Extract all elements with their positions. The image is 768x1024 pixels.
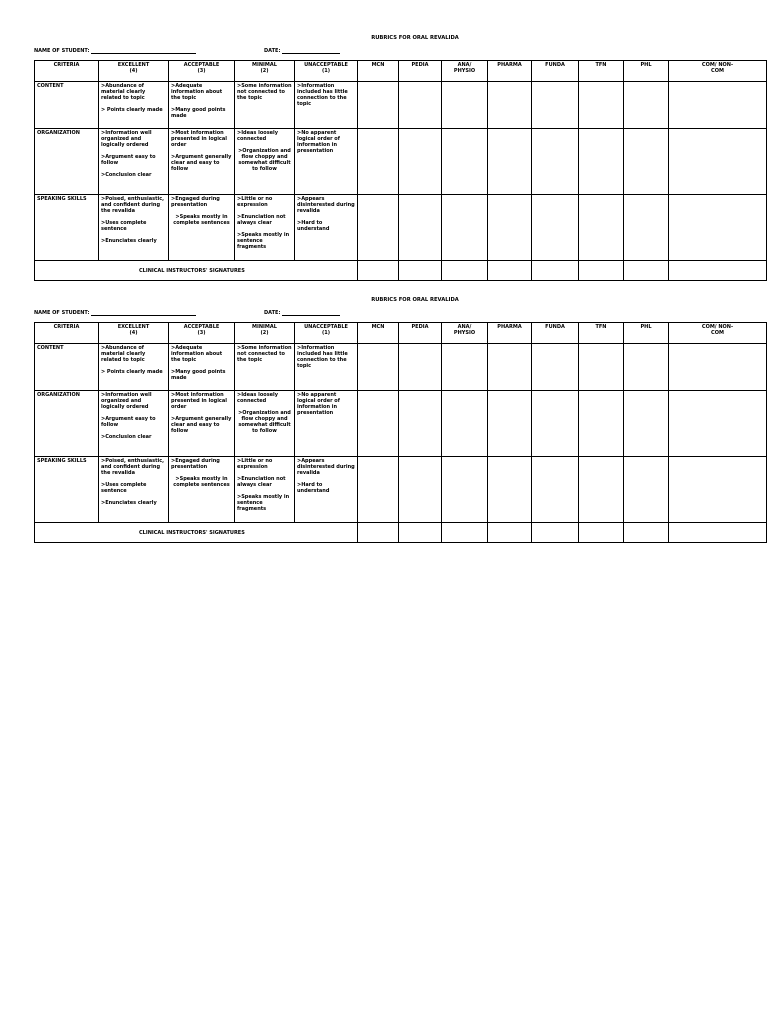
signature-cell-com-non-com[interactable] [669,261,767,281]
score-cell-phl[interactable] [624,195,669,261]
name-label: NAME OF STUDENT: [34,310,90,316]
signature-cell-pharma[interactable] [488,523,532,543]
signature-cell-com-non-com[interactable] [669,523,767,543]
score-cell-phl[interactable] [624,391,669,457]
acceptable-descriptor-cell [169,344,235,391]
excellent-header-score: (4) [129,330,138,336]
score-cell-tfn[interactable] [579,391,624,457]
signature-cell-tfn[interactable] [579,261,624,281]
minimal-descriptor-item: >Little or no expression [237,458,273,470]
unacceptable-descriptor-item: >Information included has little connection to the topic [297,83,348,107]
unacceptable-descriptor-cell [295,391,358,457]
area-header-tfn: TFN [579,323,624,344]
minimal-descriptor-cell [235,344,295,391]
excellent-descriptor-item: >Abundance of material clearly related to topic [101,345,146,363]
form-title: RUBRICS FOR ORAL REVALIDA [371,35,459,41]
date-field[interactable] [264,48,340,54]
minimal-descriptor-item: >Enunciation not always clear [237,476,286,488]
score-cell-pedia[interactable] [399,344,442,391]
minimal-header-score: (2) [260,330,269,336]
name-blank-line[interactable] [91,48,196,54]
score-cell-pharma[interactable] [488,129,532,195]
minimal-descriptor-item: >Enunciation not always clear [237,214,286,226]
criteria-row-speaking-skills [35,457,767,523]
score-cell-pedia[interactable] [399,195,442,261]
score-cell-com-non-com[interactable] [669,391,767,457]
signature-cell-mcn[interactable] [358,261,399,281]
unacceptable-descriptor-item: >Information included has little connection to the topic [297,345,348,369]
excellent-descriptor-item: >Information well organized and logically ordered [101,130,152,148]
area-header-pharma: PHARMA [488,61,532,82]
criteria-row-content [35,82,767,129]
acceptable-descriptor-cell [169,195,235,261]
excellent-descriptor-cell [99,391,169,457]
unacceptable-descriptor-cell [295,195,358,261]
signature-cell-pharma[interactable] [488,261,532,281]
minimal-descriptor-cell [235,129,295,195]
signature-cell-phl[interactable] [624,261,669,281]
student-info-row [34,48,766,56]
area-header-mcn: MCN [358,323,399,344]
unacceptable-descriptor-cell [295,82,358,129]
score-cell-tfn[interactable] [579,344,624,391]
excellent-descriptor-item: > Points clearly made [101,369,163,375]
score-cell-mcn[interactable] [358,129,399,195]
minimal-header-label: MINIMAL [252,62,277,68]
minimal-header-label: MINIMAL [252,324,277,330]
criteria-label: SPEAKING SKILLS [35,195,99,261]
score-cell-funda[interactable] [532,457,579,523]
unacceptable-descriptor-cell [295,344,358,391]
criteria-header: CRITERIA [35,61,99,82]
excellent-descriptor-item: >Information well organized and logically ordered [101,392,152,410]
name-label: NAME OF STUDENT: [34,48,90,54]
score-cell-ana-physio[interactable] [442,391,488,457]
score-cell-funda[interactable] [532,82,579,129]
minimal-descriptor-cell [235,82,295,129]
acceptable-descriptor-item: >Speaks mostly in complete sentences [173,214,230,226]
score-cell-com-non-com[interactable] [669,129,767,195]
score-cell-funda[interactable] [532,344,579,391]
signature-cell-phl[interactable] [624,523,669,543]
minimal-descriptor-item: >Some information not connected to the topic [237,83,292,101]
score-cell-mcn[interactable] [358,391,399,457]
score-cell-funda[interactable] [532,391,579,457]
acceptable-descriptor-item: >Many good points made [171,107,226,119]
excellent-header-label: EXCELLENT [117,324,150,330]
acceptable-descriptor-item: >Adequate information about the topic [171,345,223,363]
unacceptable-descriptor-item: >No apparent logical order of information in presentation [297,392,340,416]
area-header-phl: PHL [624,323,669,344]
score-cell-ana-physio[interactable] [442,82,488,129]
area-header-ana-physio: ANA/ PHYSIO [442,61,488,82]
score-cell-pharma[interactable] [488,344,532,391]
score-cell-com-non-com[interactable] [669,457,767,523]
unacceptable-descriptor-item: >Hard to understand [297,482,330,494]
score-cell-pharma[interactable] [488,457,532,523]
area-header-funda: FUNDA [532,323,579,344]
score-cell-com-non-com[interactable] [669,195,767,261]
unacceptable-header [295,323,358,344]
criteria-label: ORGANIZATION [35,129,99,195]
minimal-header-score: (2) [260,68,269,74]
area-header-pedia: PEDIA [399,323,442,344]
score-cell-funda[interactable] [532,195,579,261]
name-of-student-field[interactable] [34,48,196,54]
excellent-descriptor-item: >Abundance of material clearly related to topic [101,83,146,101]
excellent-descriptor-item: > Points clearly made [101,107,163,113]
minimal-descriptor-item: >Ideas loosely connected [237,130,279,142]
acceptable-descriptor-item: >Speaks mostly in complete sentences [173,476,230,488]
score-cell-pedia[interactable] [399,391,442,457]
criteria-row-content [35,344,767,391]
minimal-descriptor-cell [235,391,295,457]
header-row [35,61,767,82]
acceptable-descriptor-item: >Argument generally clear and easy to follow [171,416,232,434]
unacceptable-header-score: (1) [321,330,331,336]
unacceptable-header [295,61,358,82]
unacceptable-header-label: UNACCEPTABLE [304,62,348,68]
score-cell-pedia[interactable] [399,82,442,129]
acceptable-descriptor-item: >Many good points made [171,369,226,381]
unacceptable-descriptor-item: >Appears disinterested during revalida [297,196,355,214]
score-cell-com-non-com[interactable] [669,82,767,129]
excellent-descriptor-item: >Uses complete sentence [101,220,147,232]
minimal-descriptor-cell [235,457,295,523]
minimal-descriptor-item: >Some information not connected to the topic [237,345,292,363]
signature-row [35,261,767,281]
area-header-funda: FUNDA [532,61,579,82]
excellent-descriptor-item: >Conclusion clear [101,172,152,178]
acceptable-descriptor-cell [169,391,235,457]
signature-cell-funda[interactable] [532,523,579,543]
minimal-descriptor-item: >Speaks mostly in sentence fragments [237,232,290,250]
excellent-header-label: EXCELLENT [117,62,150,68]
excellent-descriptor-cell [99,457,169,523]
date-blank-line[interactable] [282,310,340,316]
signature-cell-pedia[interactable] [399,523,442,543]
excellent-descriptor-item: >Argument easy to follow [101,416,156,428]
score-cell-pharma[interactable] [488,195,532,261]
excellent-descriptor-cell [99,344,169,391]
score-cell-phl[interactable] [624,344,669,391]
excellent-header [99,323,169,344]
criteria-label: SPEAKING SKILLS [35,457,99,523]
score-cell-ana-physio[interactable] [442,129,488,195]
score-cell-ana-physio[interactable] [442,457,488,523]
minimal-descriptor-item: >Ideas loosely connected [237,392,279,404]
signature-row [35,523,767,543]
acceptable-descriptor-cell [169,457,235,523]
acceptable-header [169,323,235,344]
excellent-header-score: (4) [129,68,138,74]
signature-cell-funda[interactable] [532,261,579,281]
header-row [35,323,767,344]
acceptable-descriptor-cell [169,129,235,195]
criteria-label: CONTENT [35,82,99,129]
signature-cell-ana-physio[interactable] [442,523,488,543]
score-cell-pedia[interactable] [399,457,442,523]
excellent-descriptor-item: >Poised, enthusiastic, and confident during the revalida [101,196,165,214]
score-cell-ana-physio[interactable] [442,344,488,391]
unacceptable-descriptor-cell [295,129,358,195]
form-title: RUBRICS FOR ORAL REVALIDA [371,297,459,303]
score-cell-mcn[interactable] [358,344,399,391]
excellent-descriptor-item: >Uses complete sentence [101,482,147,494]
criteria-row-speaking-skills [35,195,767,261]
unacceptable-descriptor-cell [295,457,358,523]
criteria-label: CONTENT [35,344,99,391]
acceptable-header-score: (3) [197,68,206,74]
minimal-descriptor-item: >Organization and flow choppy and somewhat difficult to follow [238,148,291,172]
date-blank-line[interactable] [282,48,340,54]
signature-cell-mcn[interactable] [358,523,399,543]
score-cell-pharma[interactable] [488,82,532,129]
score-cell-com-non-com[interactable] [669,344,767,391]
score-cell-tfn[interactable] [579,195,624,261]
acceptable-descriptor-item: >Adequate information about the topic [171,83,223,101]
score-cell-pedia[interactable] [399,129,442,195]
acceptable-descriptor-item: >Most information presented in logical order [171,392,227,410]
signature-cell-tfn[interactable] [579,523,624,543]
criteria-header: CRITERIA [35,323,99,344]
acceptable-header-score: (3) [197,330,206,336]
score-cell-phl[interactable] [624,82,669,129]
score-cell-mcn[interactable] [358,195,399,261]
area-header-pharma: PHARMA [488,323,532,344]
unacceptable-descriptor-item: >Hard to understand [297,220,330,232]
criteria-row-organization [35,391,767,457]
rubric-table [34,322,767,543]
rubric-form-1 [34,34,766,281]
acceptable-header-label: ACCEPTABLE [183,324,220,330]
area-header-com-non-com: COM/ NON- COM [669,61,767,82]
excellent-descriptor-item: >Enunciates clearly [101,238,157,244]
date-label: DATE: [264,310,281,316]
acceptable-descriptor-item: >Engaged during presentation [171,196,220,208]
score-cell-ana-physio[interactable] [442,195,488,261]
rubric-form-2 [34,296,766,543]
area-header-ana-physio: ANA/ PHYSIO [442,323,488,344]
name-blank-line[interactable] [91,310,196,316]
excellent-descriptor-item: >Enunciates clearly [101,500,157,506]
name-of-student-field[interactable] [34,310,196,316]
area-header-phl: PHL [624,61,669,82]
excellent-descriptor-cell [99,195,169,261]
score-cell-pharma[interactable] [488,391,532,457]
acceptable-descriptor-item: >Engaged during presentation [171,458,220,470]
unacceptable-header-score: (1) [321,68,331,74]
area-header-pedia: PEDIA [399,61,442,82]
acceptable-descriptor-cell [169,82,235,129]
minimal-descriptor-item: >Speaks mostly in sentence fragments [237,494,290,512]
area-header-mcn: MCN [358,61,399,82]
excellent-descriptor-cell [99,129,169,195]
acceptable-descriptor-item: >Most information presented in logical order [171,130,227,148]
rubric-table [34,60,767,281]
excellent-descriptor-item: >Argument easy to follow [101,154,156,166]
acceptable-header [169,61,235,82]
unacceptable-descriptor-item: >No apparent logical order of information in presentation [297,130,340,154]
signature-label: CLINICAL INSTRUCTORS' SIGNATURES [35,261,358,281]
score-cell-tfn[interactable] [579,129,624,195]
signature-label: CLINICAL INSTRUCTORS' SIGNATURES [35,523,358,543]
student-info-row [34,310,766,318]
minimal-header [235,61,295,82]
minimal-descriptor-cell [235,195,295,261]
minimal-descriptor-item: >Organization and flow choppy and somewhat difficult to follow [238,410,291,434]
date-field[interactable] [264,310,340,316]
score-cell-tfn[interactable] [579,82,624,129]
acceptable-header-label: ACCEPTABLE [183,62,220,68]
score-cell-mcn[interactable] [358,457,399,523]
score-cell-phl[interactable] [624,457,669,523]
excellent-header [99,61,169,82]
score-cell-funda[interactable] [532,129,579,195]
date-label: DATE: [264,48,281,54]
area-header-tfn: TFN [579,61,624,82]
signature-cell-pedia[interactable] [399,261,442,281]
signature-cell-ana-physio[interactable] [442,261,488,281]
criteria-label: ORGANIZATION [35,391,99,457]
excellent-descriptor-cell [99,82,169,129]
area-header-com-non-com: COM/ NON- COM [669,323,767,344]
excellent-descriptor-item: >Conclusion clear [101,434,152,440]
criteria-row-organization [35,129,767,195]
minimal-header [235,323,295,344]
excellent-descriptor-item: >Poised, enthusiastic, and confident during the revalida [101,458,165,476]
acceptable-descriptor-item: >Argument generally clear and easy to follow [171,154,232,172]
minimal-descriptor-item: >Little or no expression [237,196,273,208]
unacceptable-header-label: UNACCEPTABLE [304,324,348,330]
score-cell-tfn[interactable] [579,457,624,523]
unacceptable-descriptor-item: >Appears disinterested during revalida [297,458,355,476]
score-cell-mcn[interactable] [358,82,399,129]
score-cell-phl[interactable] [624,129,669,195]
